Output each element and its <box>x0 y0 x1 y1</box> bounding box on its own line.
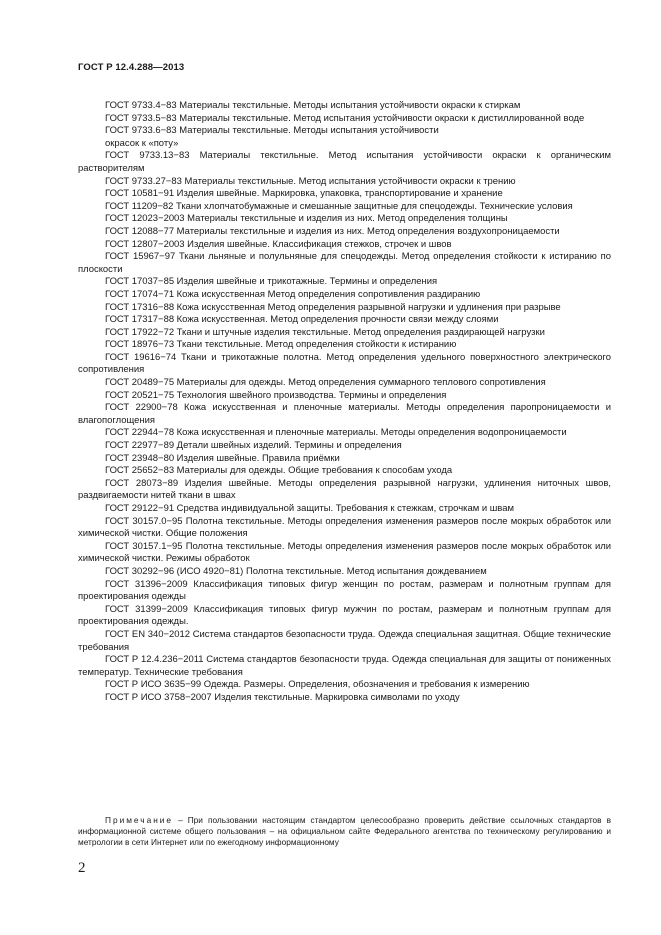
reference-item: ГОСТ 23948−80 Изделия швейные. Правила приёмки <box>105 452 340 464</box>
reference-item: ГОСТ 30157.0−95 Полотна текстильные. Методы определения изменения размеров после мокрых обработок или химической чистки. Общие положения <box>78 515 611 540</box>
reference-item: ГОСТ 31396−2009 Классификация типовых фигур женщин по ростам, размерам и полнотным группам для проектирования одежды <box>78 578 611 603</box>
reference-item: ГОСТ 17922−72 Ткани и штучные изделия текстильные. Метод определения раздирающей нагрузки <box>105 326 545 338</box>
reference-item: ГОСТ 22900−78 Кожа искусственная и пленочные материалы. Методы определения паропроницаемости и влагопоглощения <box>78 402 611 426</box>
normative-references <box>78 100 611 705</box>
reference-item: ГОСТ 9733.13−83 Материалы текстильные. Метод испытания устойчивости окраски к органическим растворителям <box>78 150 611 174</box>
document-header: ГОСТ Р 12.4.288—2013 <box>78 62 185 73</box>
reference-item: ГОСТ 12088−77 Материалы текстильные и изделия из них. Метод определения воздухопроницаемости <box>105 225 560 237</box>
note-label: Примечание <box>105 815 174 825</box>
reference-item: ГОСТ 10581−91 Изделия швейные. Маркировка, упаковка, транспортирование и хранение <box>105 188 503 200</box>
reference-item: ГОСТ 17316−88 Кожа искусственная Метод определения разрывной нагрузки и удлинения при разрыве <box>105 301 561 313</box>
reference-item: ГОСТ 31399−2009 Классификация типовых фигур мужчин по ростам, размерам и полнотным группам для проектирования одежды. <box>78 603 611 628</box>
reference-item: ГОСТ 12023−2003 Материалы текстильные и изделия из них. Метод определения толщины <box>105 213 508 225</box>
reference-item: ГОСТ 9733.5−83 Материалы текстильные. Метод испытания устойчивости окраски к дистиллированной воде <box>105 112 585 124</box>
page-number: 2 <box>78 860 86 876</box>
note-text: – При пользовании настоящим стандартом целесообразно проверить действие ссылочных стандартов в информационной системе общего пользования – на официальном сайте Федерального агентства по техническому регулированию и метрологии в сети Интернет или по ежегодному информационному <box>78 815 611 848</box>
reference-item: ГОСТ 9733.6−83 Материалы текстильные. Методы испытания устойчивости <box>105 125 439 137</box>
reference-item: ГОСТ 29122−91 Средства индивидуальной защиты. Требования к стежкам, строчкам и швам <box>105 503 514 514</box>
note-block <box>78 815 611 849</box>
reference-item: ГОСТ 15967−97 Ткани льняные и полульняные для спецодежды. Метод определения стойкости к истиранию по плоскости <box>78 251 611 275</box>
reference-item: ГОСТ Р ИСО 3758−2007 Изделия текстильные. Маркировка символами по уходу <box>105 691 460 703</box>
reference-item: ГОСТ 20489−75 Материалы для одежды. Метод определения суммарного теплового сопротивления <box>105 377 546 389</box>
reference-item: окрасок к «поту» <box>105 137 179 149</box>
reference-item: ГОСТ 17074−71 Кожа искусственная Метод определения сопротивления раздиранию <box>105 288 481 300</box>
reference-item: ГОСТ 28073−89 Изделия швейные. Методы определения разрывной нагрузки, удлинения ниточных швов, раздвигаемости нитей ткани в швах <box>78 477 611 502</box>
reference-item: ГОСТ 22944−78 Кожа искусственная и пленочные материалы. Методы определения водопроницаемости <box>105 427 567 439</box>
reference-item: ГОСТ 25652−83 Материалы для одежды. Общие требования к способам ухода <box>105 465 453 477</box>
reference-item: ГОСТ 18976−73 Ткани текстильные. Метод определения стойкости к истиранию <box>105 339 457 351</box>
reference-item: ГОСТ Р ИСО 3635−99 Одежда. Размеры. Определения, обозначения и требования к измерению <box>105 679 530 691</box>
reference-item: ГОСТ 9733.4−83 Материалы текстильные. Методы испытания устойчивости окраски к стиркам <box>105 100 521 111</box>
reference-item: ГОСТ 17317−88 Кожа искусственная. Метод определения прочности связи между слоями <box>105 314 499 326</box>
reference-item: ГОСТ 11209−82 Ткани хлопчатобумажные и смешанные защитные для спецодежды. Технические условия <box>105 200 573 212</box>
reference-item: ГОСТ 30292−96 (ИСО 4920−81) Полотна текстильные. Метод испытания дождеванием <box>105 565 487 577</box>
reference-item: ГОСТ 22977−89 Детали швейных изделий. Термины и определения <box>105 440 402 452</box>
reference-item: ГОСТ 12807−2003 Изделия швейные. Классификация стежков, строчек и швов <box>105 238 452 250</box>
reference-item: ГОСТ 30157.1−95 Полотна текстильные. Методы определения изменения размеров после мокрых обработок или химической чистки. Режимы обработок <box>78 540 611 565</box>
reference-item: ГОСТ EN 340−2012 Система стандартов безопасности труда. Одежда специальная защитная. Общие технические требования <box>78 628 611 653</box>
reference-item: ГОСТ Р 12.4.236−2011 Система стандартов безопасности труда. Одежда специальная для защиты от пониженных температур. Технические требования <box>78 654 611 678</box>
reference-item: ГОСТ 17037−85 Изделия швейные и трикотажные. Термины и определения <box>105 276 438 288</box>
reference-item: ГОСТ 19616−74 Ткани и трикотажные полотна. Метод определения удельного поверхностного электрического сопротивления <box>78 351 611 376</box>
reference-item: ГОСТ 20521−75 Технология швейного производства. Термины и определения <box>105 389 447 401</box>
reference-item: ГОСТ 9733.27−83 Материалы текстильные. Метод испытания устойчивости окраски к трению <box>105 175 516 187</box>
